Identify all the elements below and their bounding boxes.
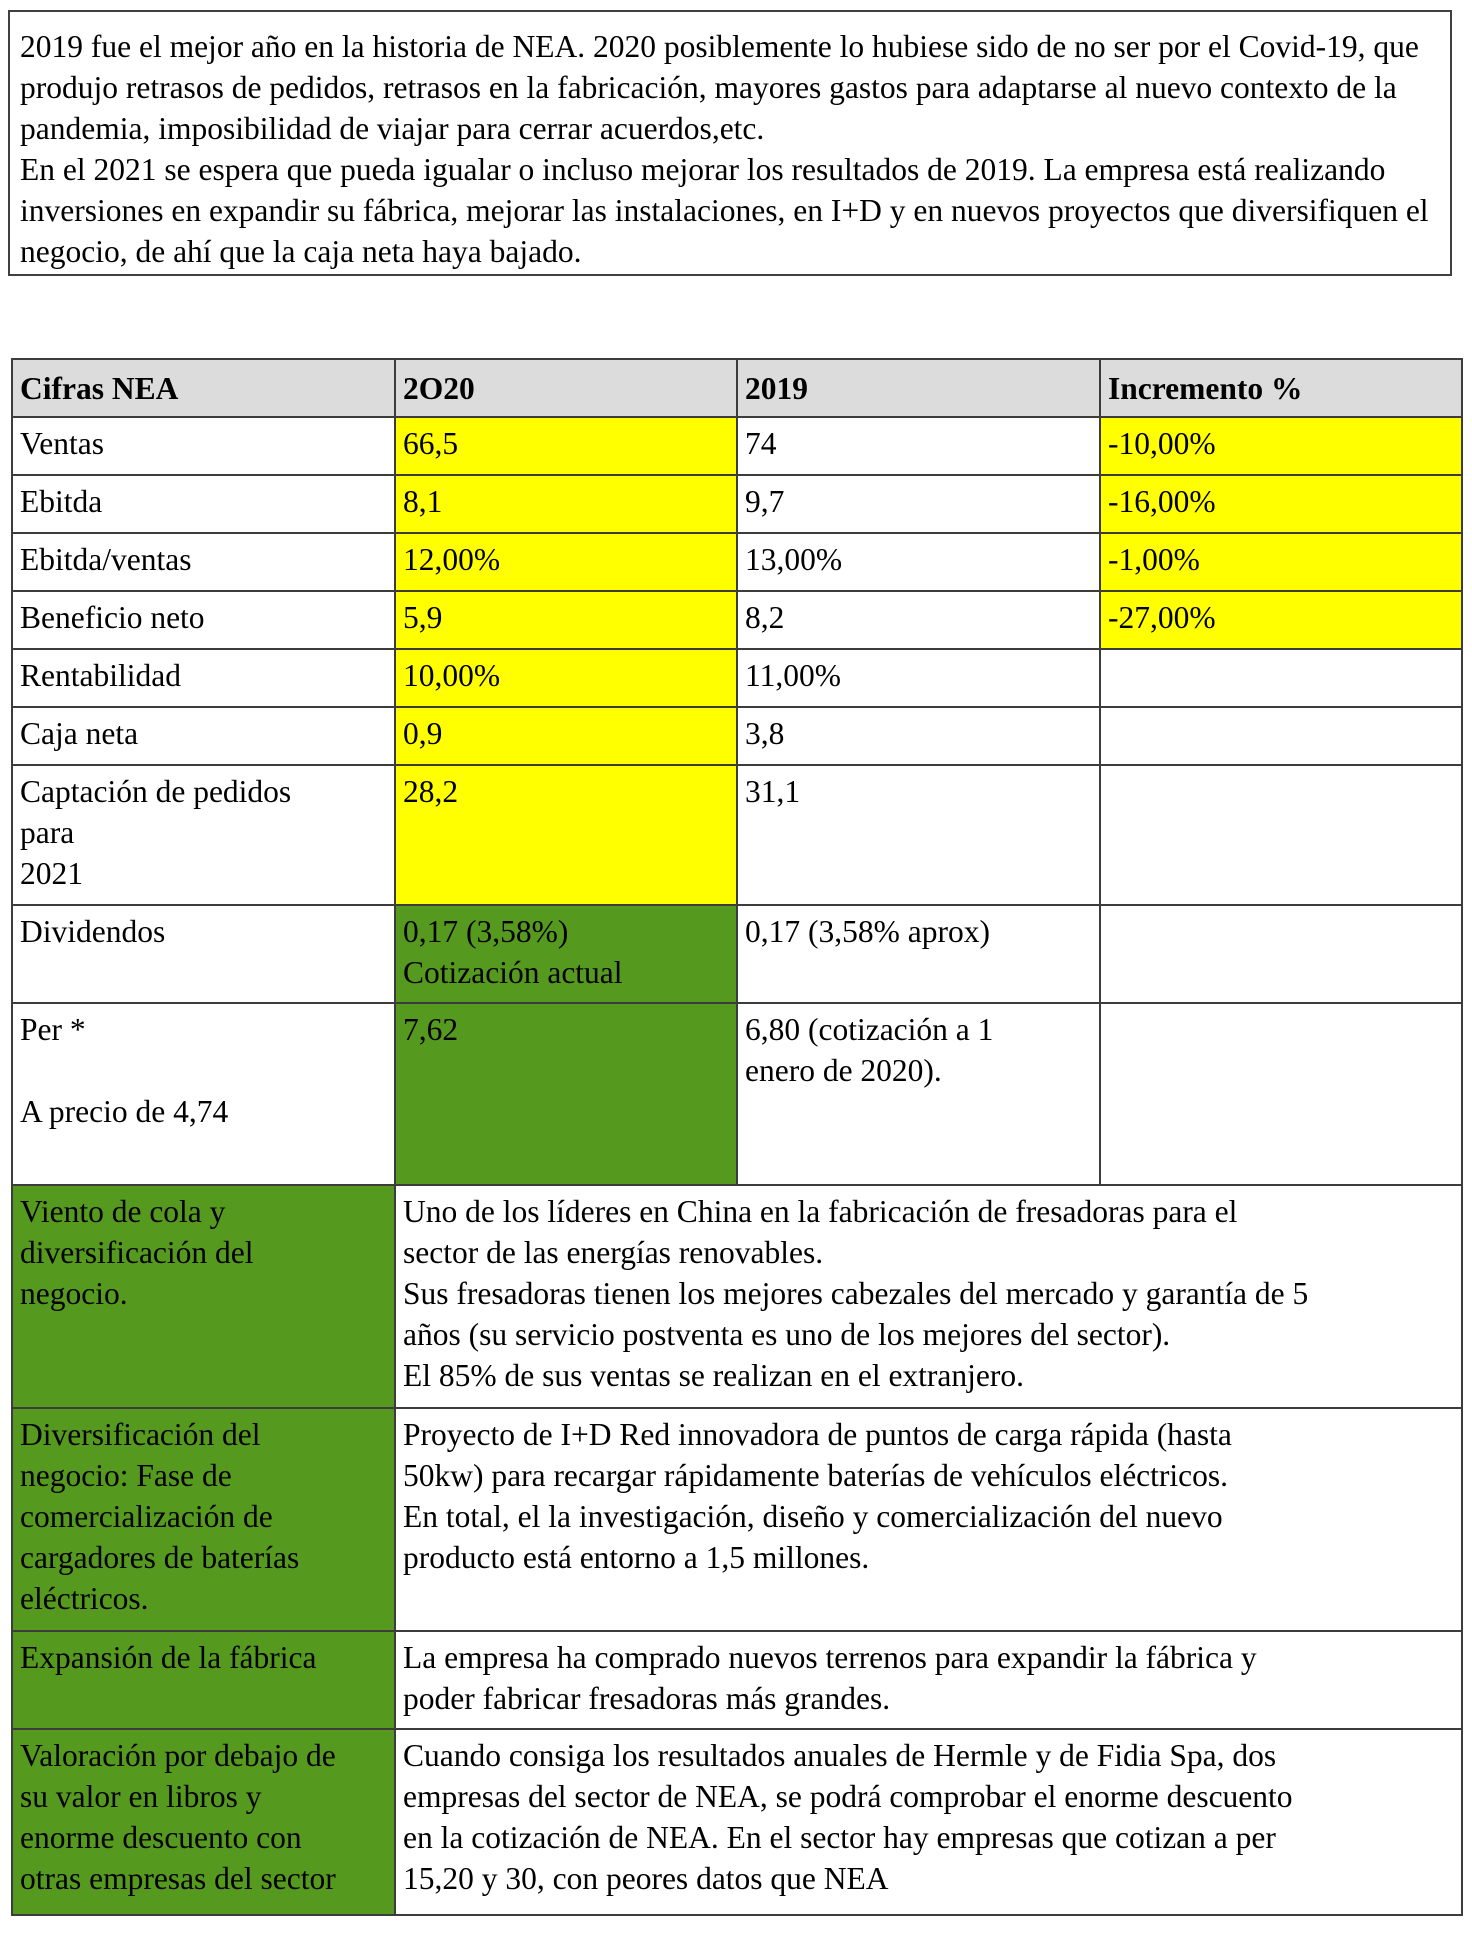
note-text-line: Cuando consiga los resultados anuales de Hermle y de Fidia Spa, dos [403,1738,1277,1773]
note-label [12,1631,395,1729]
note-text-line: En total, el la investigación, diseño y comercialización del nuevo [403,1499,1223,1534]
table-row-captacion [12,765,1462,905]
note-text-line: Uno de los líderes en China en la fabricación de fresadoras para el [403,1194,1238,1229]
value-line: 0,17 (3,58%) [403,914,569,949]
value-line: Cotización actual [403,955,623,990]
nea-figures-table [11,358,1463,1916]
note-text-line: Proyecto de I+D Red innovadora de puntos de carga rápida (hasta [403,1417,1232,1452]
note-text-line: en la cotización de NEA. En el sector hay empresas que cotizan a per [403,1820,1276,1855]
row-label-line: 2021 [20,856,83,891]
value-2020: 12,00% [395,533,737,591]
intro-text-box [8,10,1452,276]
note-label-line: Valoración por debajo de [20,1738,336,1773]
value-2019: 74 [737,417,1100,475]
value-2019: 3,8 [737,707,1100,765]
table-row-rentabilidad [12,649,1462,707]
row-label: Rentabilidad [12,649,395,707]
row-label: Ventas [12,417,395,475]
value-2019: 31,1 [737,765,1100,905]
note-label-line: negocio: Fase de [20,1458,232,1493]
value-2020: 7,62 [395,1003,737,1185]
note-text-line: producto está entorno a 1,5 millones. [403,1540,870,1575]
value-change: -16,00% [1100,475,1462,533]
row-label: Ebitda [12,475,395,533]
value-change [1100,1003,1462,1185]
note-label-line: otras empresas del sector [20,1861,336,1896]
note-label-line: cargadores de baterías [20,1540,300,1575]
note-label [12,1408,395,1631]
table-row-ebitda [12,475,1462,533]
note-text-line: años (su servicio postventa es uno de los mejores del sector). [403,1317,1171,1352]
table-row-dividendos [12,905,1462,1003]
note-text-line: poder fabricar fresadoras más grandes. [403,1681,891,1716]
note-label-line: Expansión de la fábrica [20,1640,317,1675]
header-2020: 2O20 [395,359,737,417]
header-cifras-nea: Cifras NEA [12,359,395,417]
value-change: -1,00% [1100,533,1462,591]
value-2019 [737,1003,1100,1185]
value-line: 6,80 (cotización a 1 [745,1012,994,1047]
row-label: Ebitda/ventas [12,533,395,591]
intro-paragraph-1: 2019 fue el mejor año en la historia de NEA. 2020 posiblemente lo hubiese sido de no ser por el Covid-19, que produjo retrasos de pedidos, retrasos en la fabricación, mayores gastos para adaptarse al nuevo contexto de la pandemia, imposibilidad de viajar para cerrar acuerdos,etc. [20,29,1419,146]
row-label-line: A precio de 4,74 [20,1094,229,1129]
row-label: Caja neta [12,707,395,765]
value-line: enero de 2020). [745,1053,942,1088]
note-label-line: diversificación del [20,1235,254,1270]
note-text [395,1631,1462,1729]
note-label [12,1729,395,1915]
note-text-line: El 85% de sus ventas se realizan en el extranjero. [403,1358,1025,1393]
note-text [395,1185,1462,1408]
table-row-beneficio-neto [12,591,1462,649]
note-label-line: negocio. [20,1276,128,1311]
note-text [395,1729,1462,1915]
note-label-line: comercialización de [20,1499,273,1534]
row-label [12,765,395,905]
value-2020: 0,9 [395,707,737,765]
table-row-per [12,1003,1462,1185]
note-label-line: Diversificación del [20,1417,261,1452]
value-2020 [395,905,737,1003]
value-change [1100,649,1462,707]
value-change [1100,707,1462,765]
note-label-line: su valor en libros y [20,1779,262,1814]
table-header-row [12,359,1462,417]
row-label: Beneficio neto [12,591,395,649]
header-2019: 2019 [737,359,1100,417]
value-2019: 0,17 (3,58% aprox) [737,905,1100,1003]
note-text-line: 15,20 y 30, con peores datos que NEA [403,1861,889,1896]
value-change: -10,00% [1100,417,1462,475]
note-text-line: Sus fresadoras tienen los mejores cabezales del mercado y garantía de 5 [403,1276,1309,1311]
value-2019: 11,00% [737,649,1100,707]
table-row-caja-neta [12,707,1462,765]
value-2020: 10,00% [395,649,737,707]
header-incremento: Incremento % [1100,359,1462,417]
value-2020: 66,5 [395,417,737,475]
value-2020: 28,2 [395,765,737,905]
value-2019: 8,2 [737,591,1100,649]
value-change [1100,765,1462,905]
note-label-line: enorme descuento con [20,1820,302,1855]
table-row-ebitda-ventas [12,533,1462,591]
note-row-valoracion [12,1729,1462,1915]
row-label-line: Per * [20,1012,86,1047]
note-row-expansion [12,1631,1462,1729]
row-label [12,1003,395,1185]
note-row-viento-de-cola [12,1185,1462,1408]
intro-paragraph-2: En el 2021 se espera que pueda igualar o incluso mejorar los resultados de 2019. La empresa está realizando inversiones en expandir su fábrica, mejorar las instalaciones, en I+D y en nuevos proyectos que diversifiquen el negocio, de ahí que la caja neta haya bajado. [20,152,1429,269]
row-label: Dividendos [12,905,395,1003]
value-2019: 13,00% [737,533,1100,591]
note-row-diversificacion [12,1408,1462,1631]
row-label-line: Captación de pedidos [20,774,292,809]
row-label-line: para [20,815,75,850]
note-label-line: Viento de cola y [20,1194,226,1229]
note-label [12,1185,395,1408]
row-label-line [20,1050,387,1091]
note-text-line: empresas del sector de NEA, se podrá comprobar el enorme descuento [403,1779,1293,1814]
value-change: -27,00% [1100,591,1462,649]
note-text-line: sector de las energías renovables. [403,1235,824,1270]
value-2019: 9,7 [737,475,1100,533]
value-2020: 5,9 [395,591,737,649]
value-2020: 8,1 [395,475,737,533]
note-text-line: La empresa ha comprado nuevos terrenos para expandir la fábrica y [403,1640,1257,1675]
note-text-line: 50kw) para recargar rápidamente baterías de vehículos eléctricos. [403,1458,1229,1493]
value-change [1100,905,1462,1003]
table-row-ventas [12,417,1462,475]
note-label-line: eléctricos. [20,1581,149,1616]
note-text [395,1408,1462,1631]
